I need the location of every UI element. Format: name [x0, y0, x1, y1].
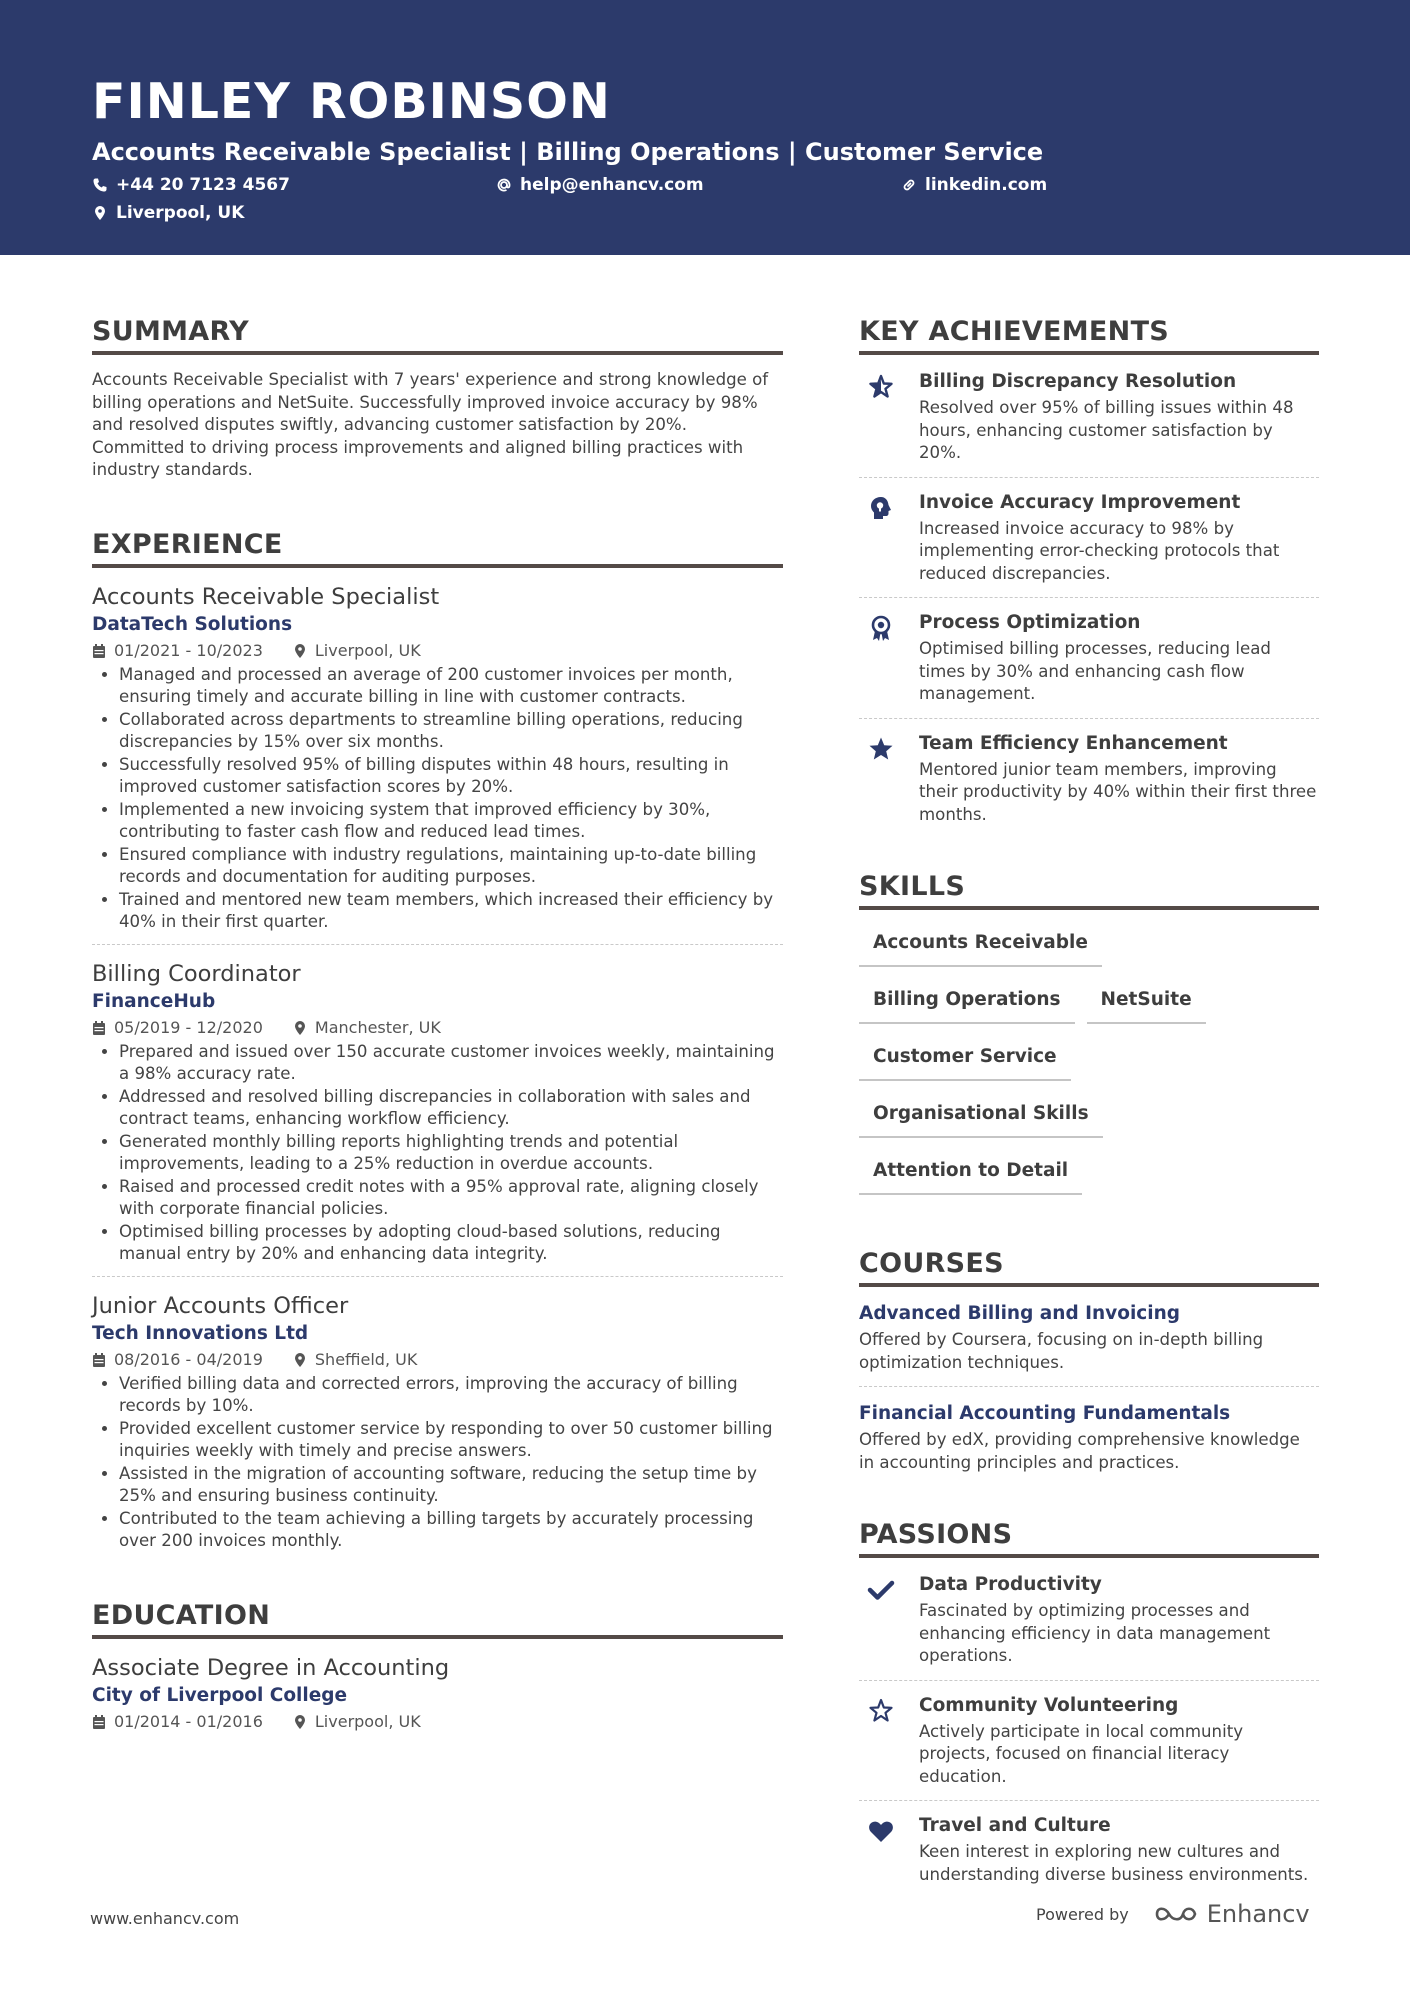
skill-tag: Accounts Receivable	[859, 922, 1102, 967]
location-pin-icon	[293, 1020, 307, 1036]
location-pin-icon	[92, 205, 108, 221]
star-outline-icon	[867, 373, 895, 401]
experience-heading: EXPERIENCE	[92, 528, 783, 568]
resume-header	[0, 0, 1410, 255]
calendar-icon	[92, 1714, 106, 1730]
bullet-item: • Collaborated across departments to streamline billing operations, reducing discrepancies by 15% over six months.	[119, 709, 783, 754]
experience-item	[92, 959, 783, 1277]
achievement-title: Billing Discrepancy Resolution	[919, 371, 1237, 392]
achievement-text: Mentored junior team members, improving their productivity by 40% within their first three months.	[919, 759, 1317, 824]
bullet-item: • Generated monthly billing reports highlighting trends and potential improvements, leading to a 25% reduction in overdue accounts.	[119, 1131, 783, 1176]
heart-icon	[867, 1817, 895, 1845]
passion-text: Fascinated by optimizing processes and enhancing efficiency in data management operations.	[919, 1601, 1271, 1665]
phone-icon	[92, 177, 108, 193]
bullet-item: • Trained and mentored new team members, which increased their efficiency by 40% in their first quarter.	[119, 889, 783, 934]
footer-website[interactable]: www.enhancv.com	[90, 1909, 240, 1928]
course-item	[859, 1301, 1319, 1387]
bullet-item: • Ensured compliance with industry regulations, maintaining up-to-date billing records and documentation for auditing purposes.	[119, 844, 783, 889]
job-dates: 08/2016 - 04/2019	[92, 1349, 263, 1371]
education-dates: 01/2014 - 01/2016	[92, 1711, 263, 1733]
contact-location	[92, 202, 244, 224]
calendar-icon	[92, 643, 106, 659]
footer-branding	[1036, 1900, 1310, 1928]
passion-item	[859, 1813, 1319, 1886]
job-meta	[92, 1349, 783, 1371]
passion-title: Travel and Culture	[919, 1815, 1111, 1836]
course-title: Advanced Billing and Invoicing	[859, 1303, 1181, 1324]
job-dates: 01/2021 - 10/2023	[92, 640, 263, 662]
education-meta	[92, 1711, 783, 1733]
left-column	[92, 315, 783, 1733]
passion-text: Actively participate in local community projects, focused on financial literacy education.	[919, 1721, 1244, 1786]
education-item	[92, 1653, 783, 1733]
bullet-item: • Provided excellent customer service by responding to over 50 customer billing inquiries weekly with timely and precise answers.	[119, 1418, 783, 1463]
achievement-text: Increased invoice accuracy to 98% by implementing error-checking protocols that reduced discrepancies.	[919, 518, 1280, 583]
right-column	[859, 315, 1319, 1886]
experience-item	[92, 1291, 783, 1553]
linkedin-text[interactable]: linkedin.com	[925, 175, 1048, 195]
brand-logo[interactable]	[1153, 1900, 1310, 1928]
job-title: Billing Coordinator	[92, 960, 301, 987]
star-icon	[867, 735, 895, 763]
achievement-item	[859, 369, 1319, 478]
course-item	[859, 1401, 1319, 1474]
job-meta	[92, 1017, 783, 1039]
location-pin-icon	[293, 1714, 307, 1730]
contact-phone	[92, 174, 290, 196]
degree-title: Associate Degree in Accounting	[92, 1654, 450, 1681]
bullet-item: • Successfully resolved 95% of billing disputes within 48 hours, resulting in improved customer satisfaction scores by 20%.	[119, 754, 783, 799]
job-location: Sheffield, UK	[293, 1349, 417, 1371]
phone-text: +44 20 7123 4567	[116, 175, 290, 195]
passion-item	[859, 1693, 1319, 1802]
skill-tag: Billing Operations	[859, 979, 1075, 1024]
job-bullets	[92, 1373, 783, 1553]
courses-heading: COURSES	[859, 1247, 1319, 1287]
job-bullets	[92, 1041, 783, 1266]
contact-email[interactable]	[496, 174, 704, 196]
achievement-text: Resolved over 95% of billing issues within 48 hours, enhancing customer satisfaction by 20%.	[919, 398, 1294, 462]
skills-heading: SKILLS	[859, 870, 1319, 910]
bullet-item: • Raised and processed credit notes with a 95% approval rate, aligning closely with corporate financial policies.	[119, 1176, 783, 1221]
head-idea-icon	[867, 494, 895, 522]
job-location: Liverpool, UK	[293, 640, 421, 662]
course-text: Offered by edX, providing comprehensive knowledge in accounting principles and practices.	[859, 1430, 1300, 1472]
location-pin-icon	[293, 643, 307, 659]
checkmark-icon	[867, 1576, 895, 1604]
bullet-item: • Contributed to the team achieving a billing targets by accurately processing over 200 invoices monthly.	[119, 1508, 783, 1553]
powered-by-text: Powered by	[1036, 1904, 1129, 1924]
skill-tag: Attention to Detail	[859, 1150, 1082, 1195]
passion-item	[859, 1572, 1319, 1681]
link-icon	[901, 177, 917, 193]
bullet-item: • Addressed and resolved billing discrepancies in collaboration with sales and contract teams, enhancing workflow efficiency.	[119, 1086, 783, 1131]
company-name: FinanceHub	[92, 990, 216, 1012]
company-name: Tech Innovations Ltd	[92, 1322, 309, 1344]
course-text: Offered by Coursera, focusing on in-depth billing optimization techniques.	[859, 1330, 1264, 1372]
education-heading: EDUCATION	[92, 1599, 783, 1639]
experience-item	[92, 582, 783, 945]
calendar-icon	[92, 1352, 106, 1368]
job-location: Manchester, UK	[293, 1017, 441, 1039]
award-icon	[867, 614, 895, 642]
achievement-title: Invoice Accuracy Improvement	[919, 491, 1241, 513]
achievement-item	[859, 490, 1319, 599]
email-text[interactable]: help@enhancv.com	[520, 175, 704, 195]
job-title: Accounts Receivable Specialist	[92, 583, 440, 610]
passions-heading: PASSIONS	[859, 1518, 1319, 1558]
summary-heading: SUMMARY	[92, 315, 783, 355]
bullet-item: • Assisted in the migration of accounting software, reducing the setup time by 25% and ensuring business continuity.	[119, 1463, 783, 1508]
skill-tag: NetSuite	[1087, 979, 1206, 1024]
bullet-item: • Verified billing data and corrected errors, improving the accuracy of billing records by 10%.	[119, 1373, 783, 1418]
course-title: Financial Accounting Fundamentals	[859, 1403, 1231, 1424]
job-dates: 05/2019 - 12/2020	[92, 1017, 263, 1039]
summary-text: Accounts Receivable Specialist with 7 years' experience and strong knowledge of billing operations and NetSuite. Successfully improved invoice accuracy by 98% and resolved disputes swiftly, advancing customer satisfaction by 20%. Committed to driving process improvements and aligned billing practices with industry standards.	[92, 370, 769, 479]
location-pin-icon	[293, 1352, 307, 1368]
achievement-item	[859, 731, 1319, 827]
bullet-item: • Managed and processed an average of 200 customer invoices per month, ensuring timely and accurate billing in line with customer contracts.	[119, 664, 783, 709]
candidate-title: Accounts Receivable Specialist | Billing Operations | Customer Service	[92, 138, 1044, 166]
job-title: Junior Accounts Officer	[92, 1292, 349, 1319]
enhancv-logo-icon	[1153, 1902, 1199, 1926]
skills-list	[859, 922, 1319, 1207]
skill-tag: Customer Service	[859, 1036, 1071, 1081]
passion-title: Community Volunteering	[919, 1694, 1179, 1716]
job-bullets	[92, 664, 783, 934]
bullet-item: • Prepared and issued over 150 accurate customer invoices weekly, maintaining a 98% accuracy rate.	[119, 1041, 783, 1086]
bullet-item: • Implemented a new invoicing system that improved efficiency by 30%, contributing to faster cash flow and reduced lead times.	[119, 799, 783, 844]
skill-tag: Organisational Skills	[859, 1093, 1103, 1138]
company-name: DataTech Solutions	[92, 613, 293, 635]
achievements-heading: KEY ACHIEVEMENTS	[859, 315, 1319, 355]
at-icon	[496, 177, 512, 193]
calendar-icon	[92, 1020, 106, 1036]
candidate-name: FINLEY ROBINSON	[92, 73, 611, 130]
achievement-item	[859, 610, 1319, 719]
bullet-item: • Optimised billing processes by adopting cloud-based solutions, reducing manual entry by 20% and enhancing data integrity.	[119, 1221, 783, 1266]
achievement-text: Optimised billing processes, reducing lead times by 30% and enhancing cash flow management.	[919, 639, 1271, 703]
passion-title: Data Productivity	[919, 1574, 1102, 1595]
brand-name: Enhancv	[1206, 1900, 1310, 1928]
job-meta	[92, 640, 783, 662]
school-name: City of Liverpool College	[92, 1684, 348, 1706]
education-location: Liverpool, UK	[293, 1711, 421, 1733]
achievement-title: Team Efficiency Enhancement	[919, 732, 1228, 754]
passion-text: Keen interest in exploring new cultures and understanding diverse business environments.	[919, 1842, 1309, 1884]
location-text: Liverpool, UK	[116, 203, 245, 223]
contact-linkedin[interactable]	[901, 174, 1047, 196]
star-outline-icon	[867, 1697, 895, 1725]
achievement-title: Process Optimization	[919, 612, 1141, 633]
